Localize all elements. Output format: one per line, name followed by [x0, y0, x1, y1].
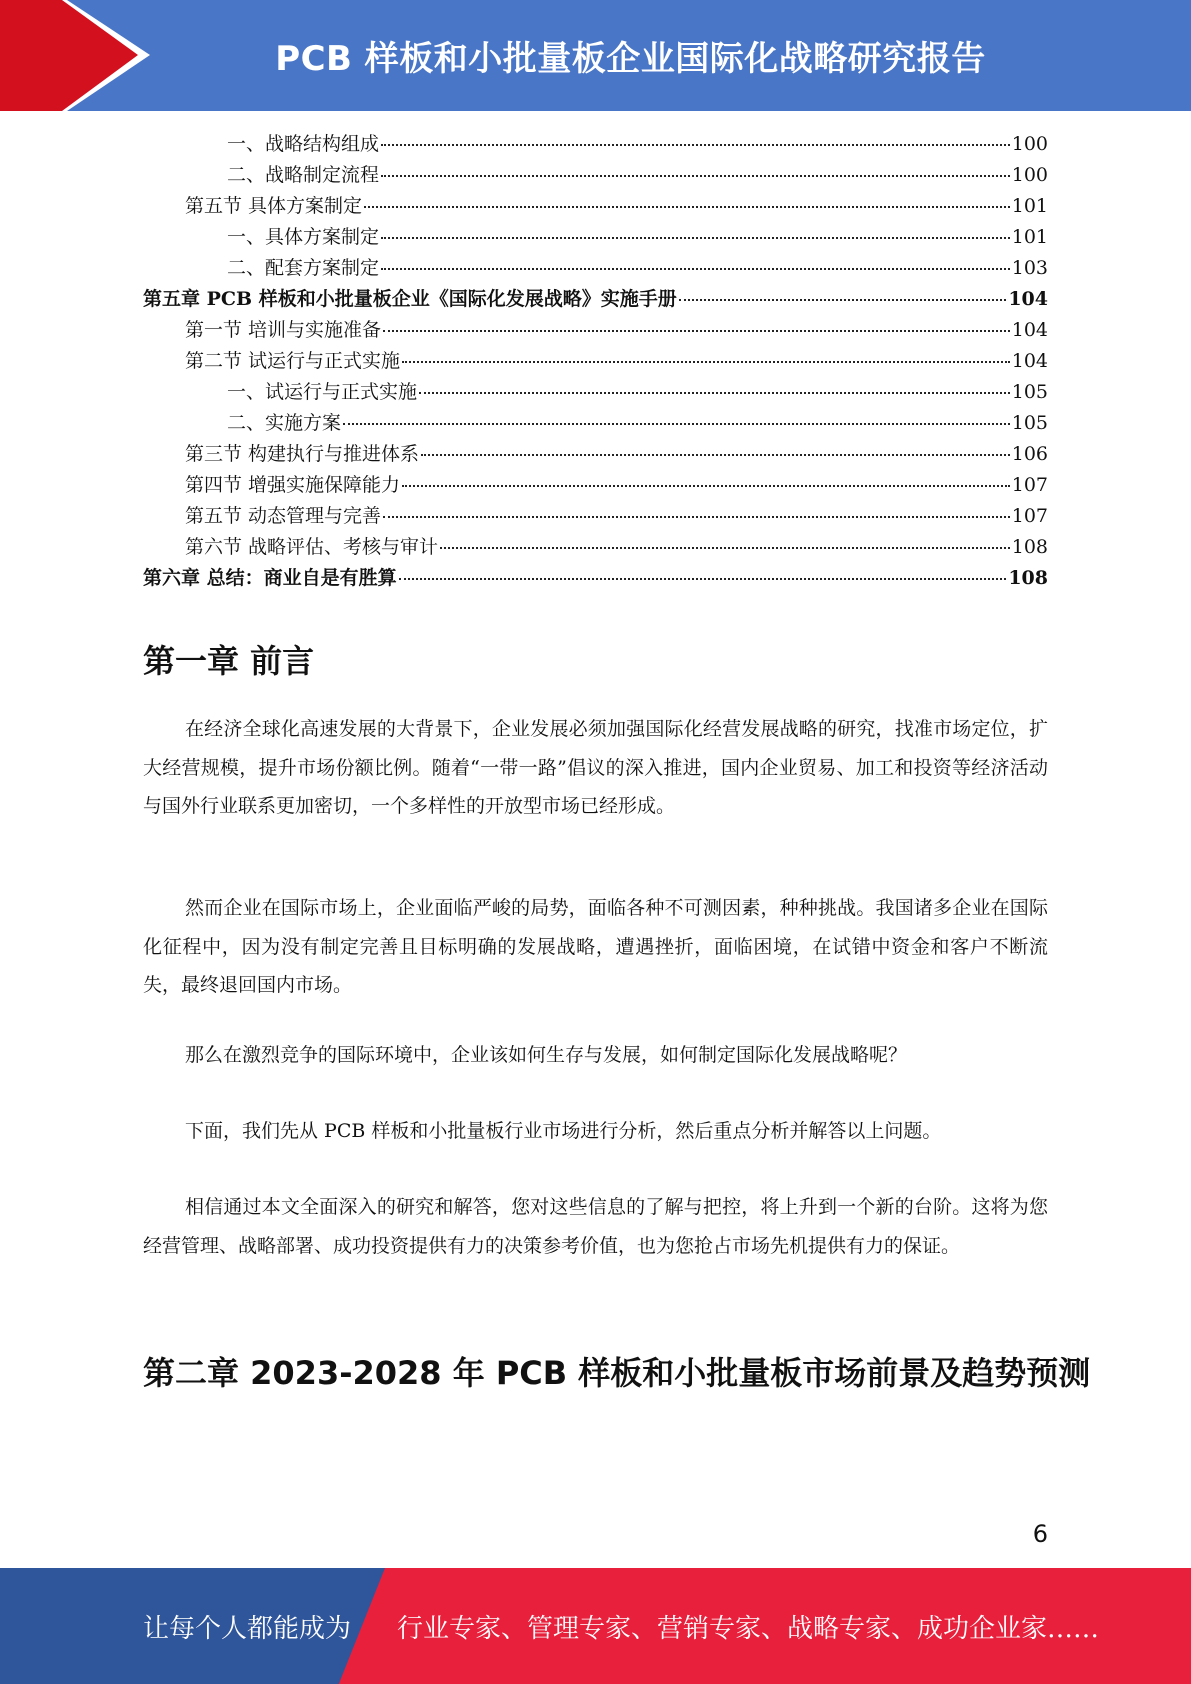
table-of-contents: [143, 129, 1048, 594]
chapter-1-heading: 第一章 前言: [143, 642, 315, 680]
toc-entry-page: 108: [1011, 536, 1048, 558]
toc-entry[interactable]: [143, 563, 1048, 594]
body-paragraph: 然而企业在国际市场上，企业面临严峻的局势，面临各种不可测因素，种种挑战。我国诸多企业在国际化征程中，因为没有制定完善且目标明确的发展战略，遭遇挫折，面临困境，在试错中资金和客户不断流失，最终退回国内市场。: [143, 897, 1048, 996]
toc-entry[interactable]: [143, 346, 1048, 377]
toc-leader-dots: [364, 206, 1010, 208]
toc-entry-page: 107: [1011, 505, 1048, 527]
toc-entry-page: 108: [1008, 567, 1048, 589]
footer-slogan-right: 行业专家、管理专家、营销专家、战略专家、成功企业家……: [397, 1613, 1100, 1644]
toc-entry-title: 第五节 具体方案制定: [185, 195, 363, 217]
report-header: [0, 0, 1191, 111]
toc-leader-dots: [381, 144, 1010, 146]
red-arrow-icon: [0, 0, 150, 111]
body-paragraph: 下面，我们先从 PCB 样板和小批量板行业市场进行分析，然后重点分析并解答以上问题。: [185, 1120, 942, 1142]
toc-entry[interactable]: [143, 129, 1048, 160]
toc-entry-title: 第二节 试运行与正式实施: [185, 350, 401, 372]
toc-entry-title: 一、试运行与正式实施: [227, 381, 418, 403]
toc-entry[interactable]: [143, 439, 1048, 470]
toc-leader-dots: [402, 361, 1010, 363]
toc-entry[interactable]: [143, 160, 1048, 191]
toc-entry[interactable]: [143, 284, 1048, 315]
toc-entry-title: 第五章 PCB 样板和小批量板企业《国际化发展战略》实施手册: [143, 288, 677, 310]
toc-entry[interactable]: [143, 377, 1048, 408]
toc-entry-page: 104: [1011, 350, 1048, 372]
toc-entry[interactable]: [143, 532, 1048, 563]
toc-entry-page: 106: [1011, 443, 1048, 465]
toc-entry-page: 104: [1011, 319, 1048, 341]
body-paragraph: 在经济全球化高速发展的大背景下，企业发展必须加强国际化经营发展战略的研究，找准市场定位，扩大经营规模，提升市场份额比例。随着“一带一路”倡议的深入推进，国内企业贸易、加工和投资等经济活动与国外行业联系更加密切，一个多样性的开放型市场已经形成。: [143, 718, 1048, 817]
page-number: 6: [1032, 1520, 1048, 1548]
body-paragraph: 那么在激烈竞争的国际环境中，企业该如何生存与发展，如何制定国际化发展战略呢？: [185, 1044, 908, 1066]
toc-leader-dots: [383, 330, 1010, 332]
toc-entry-title: 二、实施方案: [227, 412, 342, 434]
report-footer: [0, 1568, 1191, 1684]
toc-entry-title: 第六章 总结：商业自是有胜算: [143, 567, 397, 589]
toc-entry-title: 二、配套方案制定: [227, 257, 380, 279]
toc-entry-title: 第五节 动态管理与完善: [185, 505, 382, 527]
toc-leader-dots: [440, 547, 1010, 549]
toc-entry-page: 100: [1011, 133, 1048, 155]
toc-entry-title: 第四节 增强实施保障能力: [185, 474, 401, 496]
toc-leader-dots: [343, 423, 1010, 425]
footer-slogan-left: 让每个人都能成为: [143, 1613, 352, 1644]
toc-entry[interactable]: [143, 315, 1048, 346]
toc-leader-dots: [381, 268, 1010, 270]
toc-leader-dots: [381, 175, 1010, 177]
toc-entry[interactable]: [143, 191, 1048, 222]
toc-entry-page: 101: [1011, 195, 1048, 217]
toc-entry[interactable]: [143, 222, 1048, 253]
toc-entry[interactable]: [143, 470, 1048, 501]
toc-entry-page: 100: [1011, 164, 1048, 186]
toc-entry-page: 101: [1011, 226, 1048, 248]
report-title: PCB 样板和小批量板企业国际化战略研究报告: [275, 39, 986, 79]
toc-leader-dots: [399, 578, 1007, 580]
toc-leader-dots: [421, 454, 1010, 456]
toc-entry[interactable]: [143, 253, 1048, 284]
toc-entry-page: 103: [1011, 257, 1048, 279]
toc-leader-dots: [402, 485, 1010, 487]
toc-entry-page: 105: [1011, 412, 1048, 434]
toc-entry-title: 第六节 战略评估、考核与审计: [185, 536, 439, 558]
chapter-2-heading: 第二章 2023-2028 年 PCB 样板和小批量板市场前景及趋势预测: [143, 1354, 1091, 1392]
body-paragraph: 相信通过本文全面深入的研究和解答，您对这些信息的了解与把控，将上升到一个新的台阶。这将为您经营管理、战略部署、成功投资提供有力的决策参考价值，也为您抢占市场先机提供有力的保证。: [143, 1196, 1048, 1257]
toc-entry-title: 一、具体方案制定: [227, 226, 380, 248]
toc-entry-page: 104: [1008, 288, 1048, 310]
toc-leader-dots: [383, 516, 1010, 518]
toc-leader-dots: [679, 299, 1007, 301]
toc-entry-page: 107: [1011, 474, 1048, 496]
toc-leader-dots: [381, 237, 1010, 239]
toc-entry[interactable]: [143, 408, 1048, 439]
toc-entry-page: 105: [1011, 381, 1048, 403]
toc-entry-title: 第一节 培训与实施准备: [185, 319, 382, 341]
toc-entry-title: 二、战略制定流程: [227, 164, 380, 186]
toc-entry[interactable]: [143, 501, 1048, 532]
toc-entry-title: 第三节 构建执行与推进体系: [185, 443, 420, 465]
toc-entry-title: 一、战略结构组成: [227, 133, 380, 155]
toc-leader-dots: [419, 392, 1010, 394]
